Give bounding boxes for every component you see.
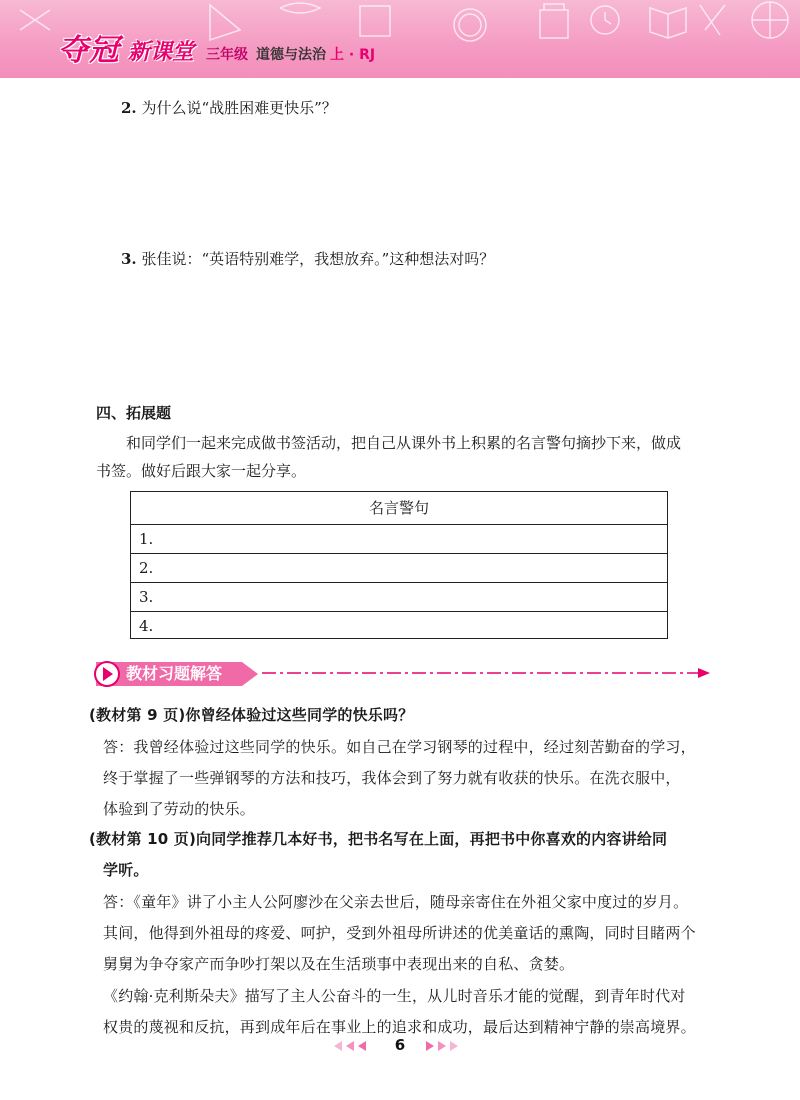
grade-label: 三年级 — [206, 47, 249, 63]
answer-2-line: 答：《童年》讲了小主人公阿廖沙在父亲去世后，随母亲寄住在外祖父家中度过的岁月。 — [103, 893, 689, 911]
question-text: 张佳说：“英语特别难学，我想放弃。”这种想法对吗？ — [141, 250, 495, 268]
page-header — [0, 0, 800, 78]
dashed-divider — [262, 667, 712, 679]
extension-text-line1: 和同学们一起来完成做书签活动，把自己从课外书上积累的名言警句摘抄下来，做成 — [126, 434, 682, 452]
question-number: 3. — [121, 250, 137, 268]
brand-title — [58, 30, 375, 68]
question-text: 为什么说“战胜困难更快乐”？ — [141, 99, 337, 117]
answer-2-line: 《约翰·克利斯朵夫》描写了主人公奋斗的一生，从儿时音乐才能的觉醒，到青年时代对 — [103, 987, 686, 1005]
answer-1-line: 体验到了劳动的快乐。 — [103, 800, 256, 818]
left-arrows-icon — [334, 1041, 366, 1051]
table-row[interactable]: 1. — [131, 524, 667, 553]
brand-sub: 新课堂 — [128, 40, 195, 65]
answer-1-line: 答：我曾经体验过这些同学的快乐。如自己在学习钢琴的过程中，经过刻苦勤奋的学习， — [103, 738, 696, 756]
subject-label: 道德与法治 — [256, 47, 327, 63]
brand-main: 夺冠 — [58, 33, 120, 68]
table-header: 名言警句 — [368, 499, 429, 517]
answer-2-line: 舅舅为争夺家产而争吵打架以及在生活琐事中表现出来的自私、贪婪。 — [103, 955, 575, 973]
table-row[interactable]: 3. — [131, 582, 667, 611]
table-row[interactable]: 2. — [131, 553, 667, 582]
section-banner-label: 教材习题解答 — [126, 664, 223, 683]
textbook-question-2: (教材第 10 页)向同学推荐几本好书，把书名写在上面，再把书中你喜欢的内容讲给同 — [89, 830, 668, 848]
answer-2-line: 权贵的蔑视和反抗，再到成年后在事业上的追求和成功，最后达到精神宁静的崇高境界。 — [103, 1018, 696, 1036]
question-3 — [121, 248, 494, 270]
answer-1-line: 终于掌握了一些弹钢琴的方法和技巧，我体会到了努力就有收获的快乐。在洗衣服中， — [103, 769, 681, 787]
quote-table — [130, 491, 668, 639]
arrow-right-icon — [698, 668, 710, 678]
question-2 — [121, 97, 337, 119]
section-title: 四、拓展题 — [96, 404, 172, 422]
textbook-question-2-cont: 学听。 — [103, 861, 149, 879]
page-number: 6 — [394, 1036, 406, 1054]
textbook-question-1: (教材第 9 页)你曾经体验过这些同学的快乐吗？ — [89, 706, 414, 724]
right-arrows-icon — [426, 1041, 458, 1051]
edition-label: 上 · RJ — [330, 47, 376, 63]
question-number: 2. — [121, 99, 137, 117]
extension-text-line2: 书签。做好后跟大家一起分享。 — [96, 462, 307, 480]
answer-2-line: 其间，他得到外祖母的疼爱、呵护，受到外祖母所讲述的优美童话的熏陶，同时目睹两个 — [103, 924, 696, 942]
table-row[interactable]: 4. — [131, 611, 667, 640]
